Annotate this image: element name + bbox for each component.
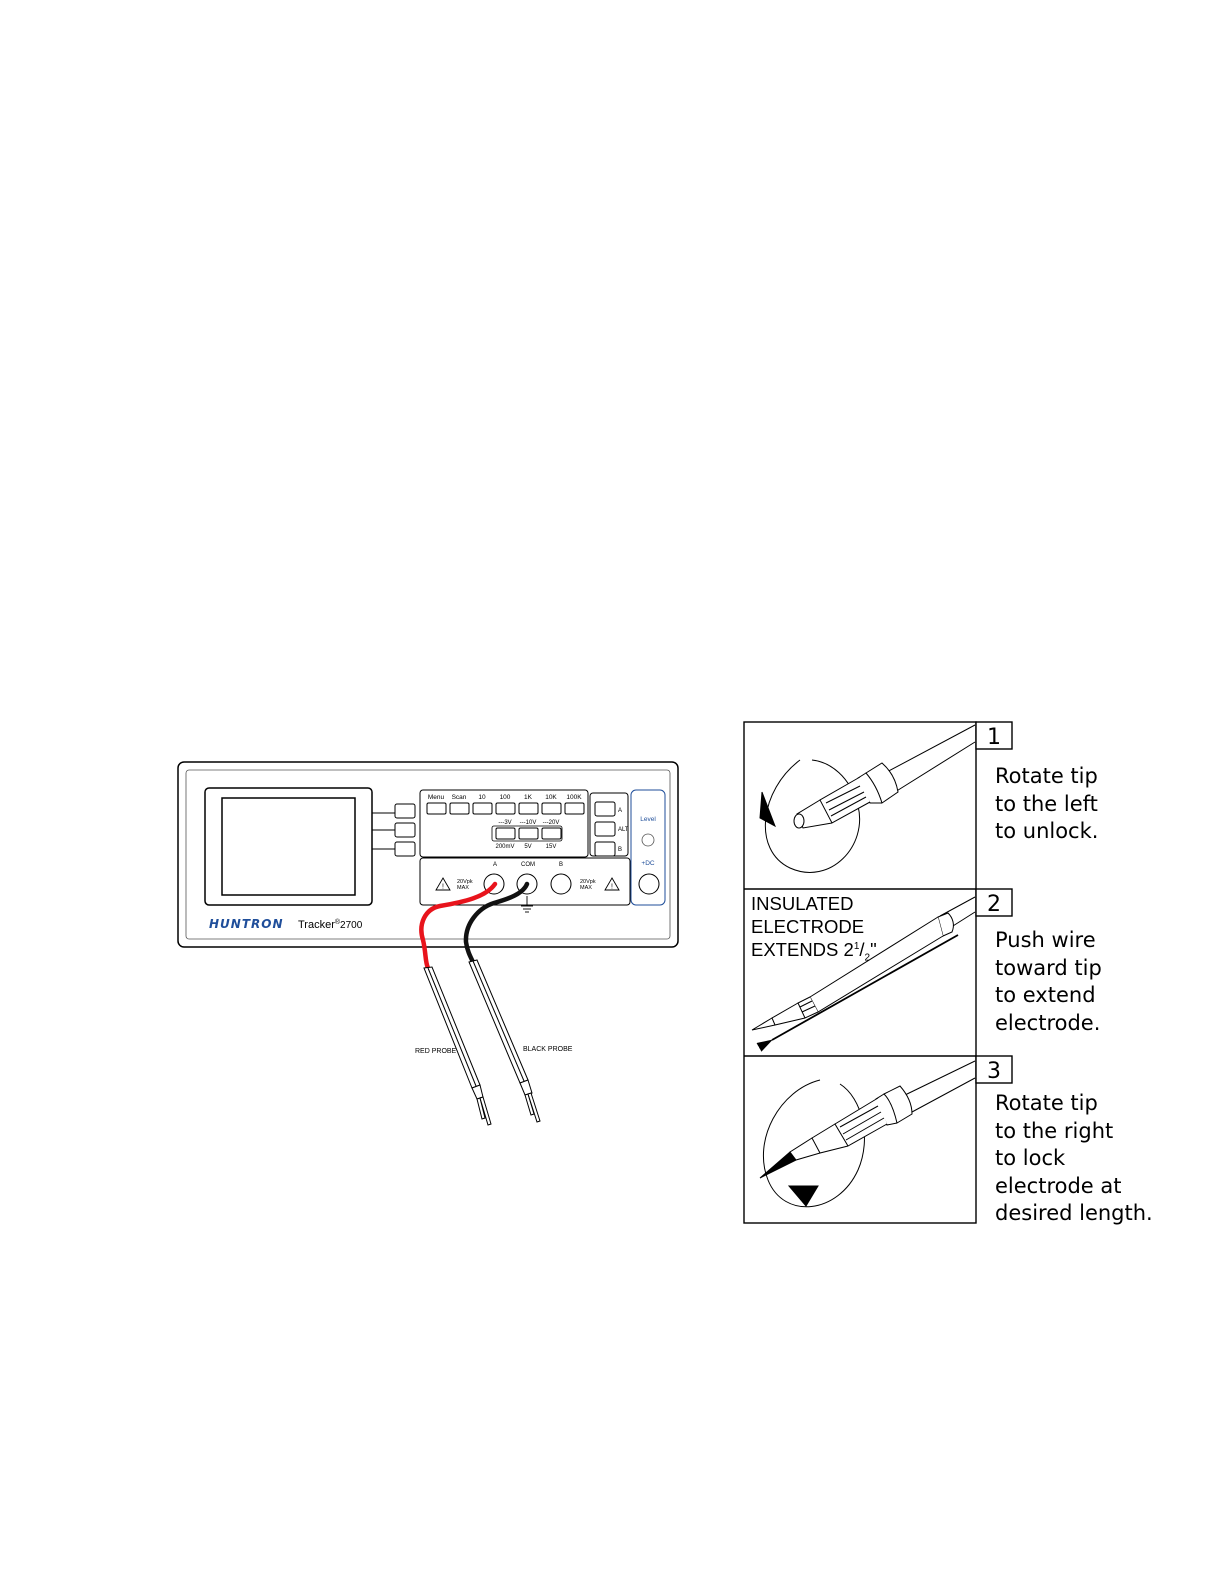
range-label: 100K — [566, 794, 582, 801]
jack-label: COM — [521, 862, 535, 868]
range-label: 10 — [478, 794, 486, 801]
level-knob[interactable] — [642, 834, 654, 846]
step-3-text: Rotate tip to the right to lock electrode at desired length. — [995, 1091, 1153, 1225]
svg-text:!: ! — [442, 883, 444, 891]
display-screen — [205, 788, 372, 905]
sub-label: 5V — [524, 844, 532, 850]
soft-key-3[interactable] — [395, 842, 415, 856]
channel-label: B — [618, 847, 623, 853]
range-button-10[interactable] — [473, 803, 492, 814]
jack-b[interactable] — [551, 874, 571, 894]
range-button-10k[interactable] — [542, 803, 561, 814]
model-number: 2700 — [340, 920, 363, 931]
range-label: 1K — [524, 794, 532, 801]
channel-label: A — [618, 808, 623, 814]
dc-jack[interactable] — [639, 874, 659, 894]
step-number-2: 2 — [987, 892, 1001, 917]
range-label: Menu — [427, 794, 445, 801]
black-probe-label: BLACK PROBE — [523, 1046, 573, 1053]
svg-text:!: ! — [611, 883, 613, 891]
insulated-line-1: INSULATED — [751, 893, 854, 914]
step-1-illustration — [760, 725, 975, 872]
voltage-button-20v[interactable] — [542, 828, 561, 839]
range-label: 100 — [499, 794, 511, 801]
channel-button-a[interactable] — [595, 802, 615, 816]
huntron-tracker-device — [178, 762, 678, 947]
svg-text:Tracker®2700 — [298, 918, 363, 931]
voltage-buttons — [496, 828, 561, 839]
channel-button-alt[interactable] — [595, 822, 615, 836]
max-right-line1: 20Vpk — [580, 879, 596, 885]
voltage-button-3v[interactable] — [496, 828, 515, 839]
max-left-line2: MAX — [457, 885, 469, 891]
sub-label: 200mV — [495, 844, 515, 850]
range-buttons — [427, 803, 584, 814]
sub-labels — [495, 844, 556, 850]
step-number-1: 1 — [987, 725, 1001, 750]
fraction-numerator: 1 — [853, 940, 860, 952]
rotation-ellipse — [765, 760, 859, 872]
step-number-3: 3 — [987, 1059, 1001, 1084]
soft-key-1[interactable] — [395, 804, 415, 818]
jack-label: B — [558, 862, 564, 868]
red-probe-label: RED PROBE — [415, 1048, 457, 1055]
instruction-panels — [744, 722, 1012, 1223]
range-button-scan[interactable] — [450, 803, 469, 814]
fraction-denominator: 2 — [864, 952, 871, 964]
fraction-slash: / — [859, 939, 865, 960]
insulated-line-3 — [751, 938, 971, 964]
range-button-100k[interactable] — [565, 803, 584, 814]
range-button-1k[interactable] — [519, 803, 538, 814]
max-left-line1: 20Vpk — [457, 879, 473, 885]
range-button-100[interactable] — [496, 803, 515, 814]
inch-mark: " — [870, 939, 877, 960]
voltage-label: ---3V — [498, 820, 512, 826]
range-label: Scan — [451, 794, 467, 801]
max-right-line2: MAX — [580, 885, 592, 891]
soft-key-2[interactable] — [395, 823, 415, 837]
rotation-arrow-icon — [789, 1186, 818, 1206]
registered-mark: ® — [334, 919, 341, 926]
step-1-text: Rotate tip to the left to unlock. — [995, 764, 1099, 843]
level-label: Level — [640, 816, 656, 823]
brand-logo: HUNTRON — [209, 917, 284, 931]
voltage-labels — [498, 820, 559, 826]
range-label: 10K — [545, 794, 557, 801]
voltage-label: ---20V — [542, 820, 560, 826]
model-name: Tracker — [298, 919, 335, 931]
insulated-electrode-note — [751, 892, 971, 964]
channel-label: ALT — [618, 827, 629, 833]
dc-label: +DC — [641, 860, 655, 867]
channel-button-b[interactable] — [595, 842, 615, 856]
step-3-illustration — [760, 1061, 975, 1207]
insulated-line-2: ELECTRODE — [751, 916, 865, 937]
voltage-button-10v[interactable] — [519, 828, 538, 839]
channel-buttons — [595, 802, 615, 856]
jack-label: A — [492, 862, 498, 868]
rotation-arrow-icon — [760, 792, 775, 826]
voltage-label: ---10V — [519, 820, 537, 826]
sub-label: 15V — [545, 844, 557, 850]
extends-text: EXTENDS 2 — [751, 939, 854, 960]
range-button-menu[interactable] — [427, 803, 446, 814]
step-2-text: Push wire toward tip to extend electrode. — [995, 928, 1102, 1035]
